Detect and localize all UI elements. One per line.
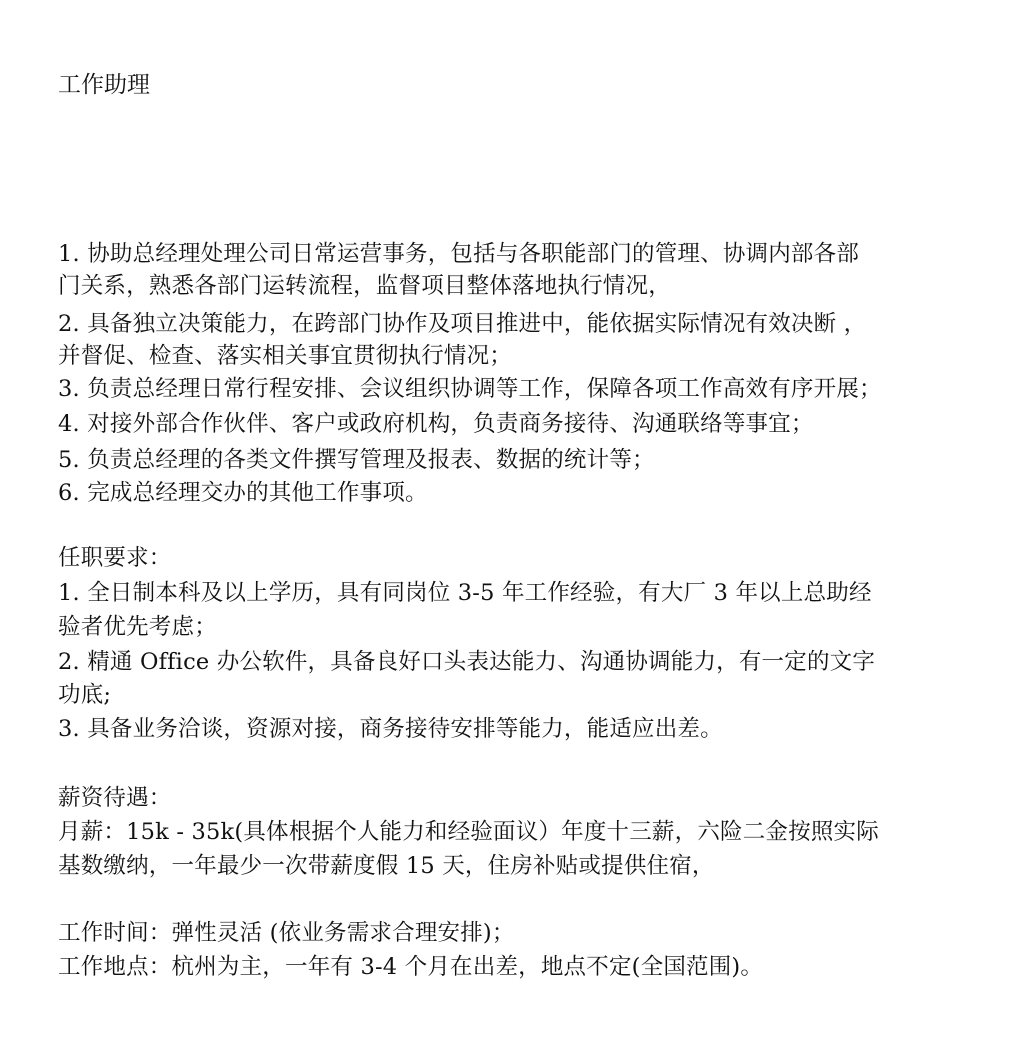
salary-heading: 薪资待遇： (58, 785, 172, 811)
requirement-line: 2. 精通 Office 办公软件，具备良好口头表达能力、沟通协调能力，有一定的文字 (58, 649, 876, 675)
duty-line: 4. 对接外部合作伙伴、客户或政府机构，负责商务接待、沟通联络等事宜； (58, 411, 814, 437)
duty-line: 5. 负责总经理的各类文件撰写管理及报表、数据的统计等； (58, 447, 655, 473)
duty-line: 3. 负责总经理日常行程安排、会议组织协调等工作，保障各项工作高效有序开展； (58, 376, 882, 402)
duty-line: 并督促、检查、落实相关事宜贯彻执行情况； (58, 343, 513, 369)
requirement-line: 功底; (58, 682, 112, 708)
requirement-line: 3. 具备业务洽谈，资源对接，商务接待安排等能力，能适应出差。 (58, 716, 723, 742)
requirement-line: 1. 全日制本科及以上学历，具有同岗位 3-5 年工作经验，有大厂 3 年以上总助经 (58, 580, 872, 606)
duty-line: 2. 具备独立决策能力，在跨部门协作及项目推进中，能依据实际情况有效决断 ， (58, 311, 867, 337)
duty-line: 门关系，熟悉各部门运转流程，监督项目整体落地执行情况， (58, 273, 671, 299)
requirements-heading: 任职要求： (58, 545, 172, 571)
requirement-line: 验者优先考虑； (58, 614, 217, 640)
salary-line: 月薪：15k - 35k(具体根据个人能力和经验面议）年度十三薪，六险二金按照实际 (58, 819, 879, 845)
work-location: 工作地点：杭州为主，一年有 3-4 个月在出差，地点不定(全国范围)。 (58, 954, 764, 980)
duty-line: 1. 协助总经理处理公司日常运营事务，包括与各职能部门的管理、协调内部各部 (58, 241, 860, 267)
salary-line: 基数缴纳，一年最少一次带薪度假 15 天，住房补贴或提供住宿， (58, 853, 715, 879)
work-time: 工作时间：弹性灵活 (依业务需求合理安排)； (58, 920, 515, 946)
job-title: 工作助理 (58, 72, 150, 98)
duty-line: 6. 完成总经理交办的其他工作事项。 (58, 480, 428, 506)
